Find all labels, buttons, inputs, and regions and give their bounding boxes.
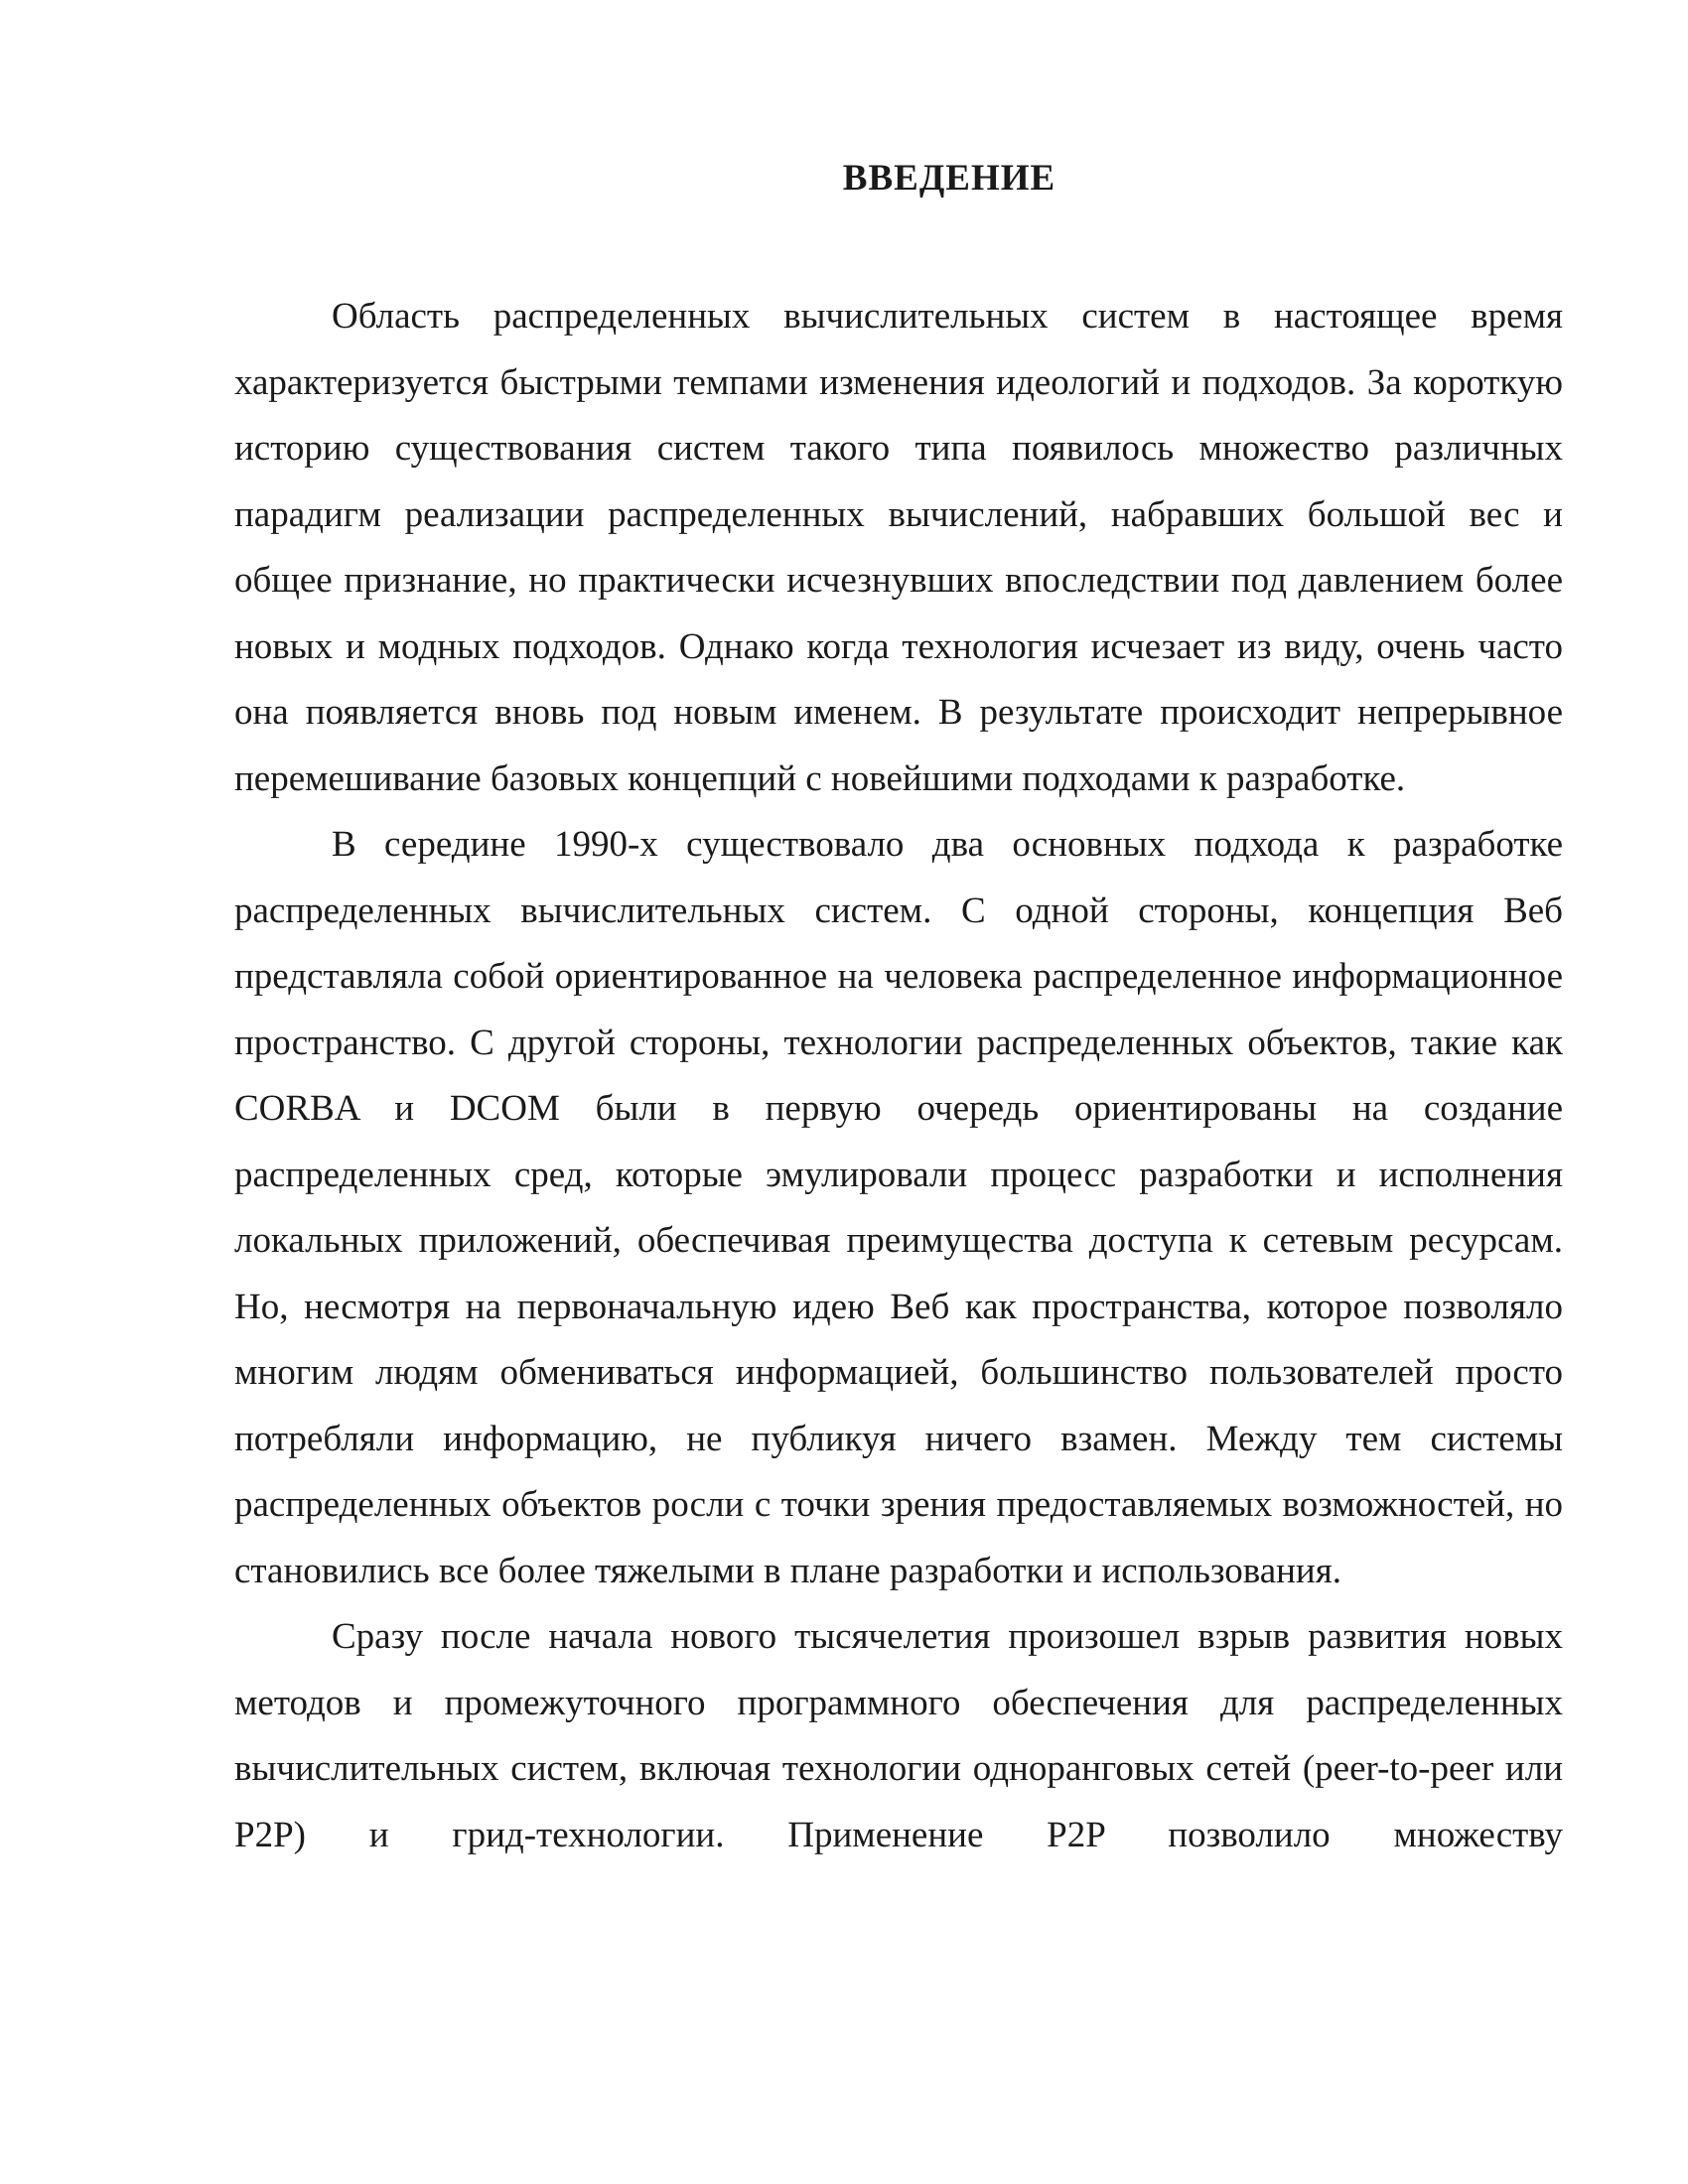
- paragraph-3: Сразу после начала нового тысячелетия произошел взрыв развития новых методов и промежуточного программного обеспечения для распределенных вычислительных систем, включая технологии одноранговых сетей (peer-to-peer или P2P) и грид-технологии. Применение P2P позволило множеству: [234, 1616, 1563, 1855]
- page-title: ВВЕДЕНИЕ: [842, 158, 1056, 199]
- paragraph-2: В середине 1990-х существовало два основных подхода к разработке распределенных вычислительных систем. С одной стороны, концепция Веб представляла собой ориентированное на человека распределенное информационное пространство. С другой стороны, технологии распределенных объектов, такие как CORBA и DCOM были в первую очередь ориентированы на создание распределенных сред, которые эмулировали процесс разработки и исполнения локальных приложений, обеспечивая преимущества доступа к сетевым ресурсам. Но, несмотря на первоначальную идею Веб как пространства, которое позволяло многим людям обмениваться информацией, большинство пользователей просто потребляли информацию, не публикуя ничего взамен. Между тем системы распределенных объектов росли с точки зрения предоставляемых возможностей, но становились все более тяжелыми в плане разработки и использования.: [234, 824, 1563, 1591]
- paragraph-1: Область распределенных вычислительных систем в настоящее время характеризуется быстрыми темпами изменения идеологий и подходов. За короткую историю существования систем такого типа появилось множество различных парадигм реализации распределенных вычислений, набравших большой вес и общее признание, но практически исчезнувших впоследствии под давлением более новых и модных подходов. Однако когда технология исчезает из виду, очень часто она появляется вновь под новым именем. В результате происходит непрерывное перемешивание базовых концепций с новейшими подходами к разработке.: [234, 296, 1563, 799]
- body-text: [234, 284, 1563, 1868]
